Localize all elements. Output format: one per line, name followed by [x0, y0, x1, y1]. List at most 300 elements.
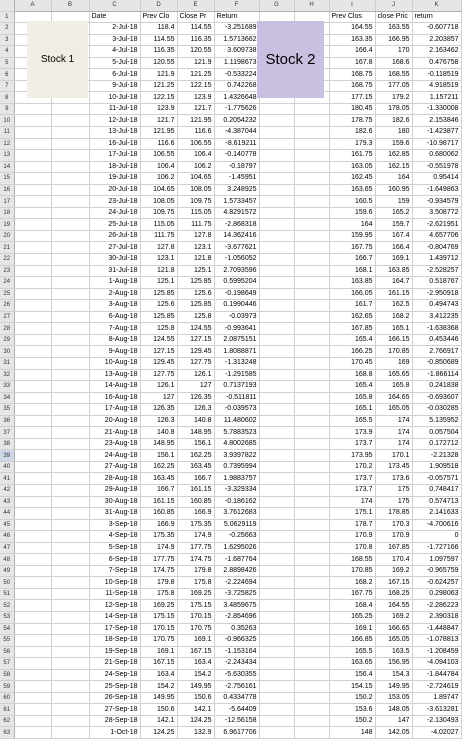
cell[interactable]: 162.25: [177, 450, 214, 462]
cell[interactable]: 0.494743: [412, 300, 461, 312]
cell[interactable]: 30-Aug-18: [89, 496, 140, 508]
row-header[interactable]: 42: [0, 484, 14, 496]
column-header-d[interactable]: D: [140, 0, 177, 11]
cell[interactable]: 169.25: [140, 600, 177, 612]
cell[interactable]: 0.742268: [214, 80, 259, 92]
cell[interactable]: 10-Jul-18: [89, 92, 140, 104]
cell[interactable]: 150.6: [177, 692, 214, 704]
cell[interactable]: [294, 577, 329, 589]
row-header[interactable]: 54: [0, 623, 14, 635]
cell[interactable]: [51, 461, 89, 473]
cell[interactable]: 175.8: [140, 588, 177, 600]
cell[interactable]: 169.1: [375, 254, 412, 266]
cell[interactable]: -0.03973: [214, 311, 259, 323]
cell[interactable]: 177.75: [177, 542, 214, 554]
cell[interactable]: [51, 646, 89, 658]
cell[interactable]: -0.934579: [412, 196, 461, 208]
cell[interactable]: -2.286223: [412, 600, 461, 612]
cell[interactable]: Prev Clo: [140, 11, 177, 23]
cell[interactable]: -0.511811: [214, 392, 259, 404]
cell[interactable]: 161.15: [177, 484, 214, 496]
cell[interactable]: [51, 611, 89, 623]
cell[interactable]: [259, 715, 294, 727]
cell[interactable]: [294, 508, 329, 520]
cell[interactable]: 161.75: [329, 150, 375, 162]
row-header[interactable]: 37: [0, 427, 14, 439]
cell[interactable]: 170.9: [329, 531, 375, 543]
cell[interactable]: -0.965759: [412, 565, 461, 577]
cell[interactable]: [14, 669, 51, 681]
cell[interactable]: -8.619211: [214, 138, 259, 150]
cell[interactable]: 114.55: [140, 34, 177, 46]
cell[interactable]: 159: [375, 196, 412, 208]
row-header[interactable]: 41: [0, 473, 14, 485]
cell[interactable]: 161.7: [329, 300, 375, 312]
cell[interactable]: -1.423877: [412, 127, 461, 139]
cell[interactable]: 166.7: [140, 484, 177, 496]
cell[interactable]: 150.2: [329, 692, 375, 704]
cell[interactable]: 0.298063: [412, 588, 461, 600]
cell[interactable]: 3-Sep-18: [89, 519, 140, 531]
cell[interactable]: [259, 196, 294, 208]
cell[interactable]: -2.854696: [214, 611, 259, 623]
cell[interactable]: 164.7: [375, 277, 412, 289]
cell[interactable]: [294, 658, 329, 670]
cell[interactable]: -1.078813: [412, 635, 461, 647]
cell[interactable]: 20-Aug-18: [89, 415, 140, 427]
cell[interactable]: 18-Jul-18: [89, 161, 140, 173]
cell[interactable]: 163.85: [375, 265, 412, 277]
cell[interactable]: 0.518767: [412, 277, 461, 289]
cell[interactable]: 23-Aug-18: [89, 438, 140, 450]
cell[interactable]: 164: [375, 173, 412, 185]
cell[interactable]: [51, 369, 89, 381]
cell[interactable]: 166.65: [375, 623, 412, 635]
cell[interactable]: 174.9: [140, 542, 177, 554]
cell[interactable]: 168.75: [329, 69, 375, 81]
cell[interactable]: -3.329334: [214, 484, 259, 496]
cell[interactable]: 127.75: [177, 357, 214, 369]
cell[interactable]: 163.35: [329, 34, 375, 46]
cell[interactable]: 121.95: [177, 115, 214, 127]
cell[interactable]: 1-Aug-18: [89, 277, 140, 289]
cell[interactable]: 168.2: [329, 577, 375, 589]
cell[interactable]: 108.05: [140, 196, 177, 208]
cell[interactable]: 170.75: [177, 623, 214, 635]
cell[interactable]: 160.95: [375, 184, 412, 196]
cell[interactable]: 121.9: [140, 69, 177, 81]
cell[interactable]: 1.439712: [412, 254, 461, 266]
cell[interactable]: 164: [329, 219, 375, 231]
cell[interactable]: [51, 658, 89, 670]
cell[interactable]: -2.756161: [214, 681, 259, 693]
row-header[interactable]: 9: [0, 103, 14, 115]
cell[interactable]: 9-Aug-18: [89, 346, 140, 358]
cell[interactable]: 168.8: [329, 369, 375, 381]
cell[interactable]: 129.45: [140, 357, 177, 369]
cell[interactable]: [51, 588, 89, 600]
cell[interactable]: 0.476758: [412, 57, 461, 69]
cell[interactable]: 126.1: [140, 381, 177, 393]
cell[interactable]: 173.45: [375, 461, 412, 473]
cell[interactable]: [294, 450, 329, 462]
cell[interactable]: [14, 323, 51, 335]
cell[interactable]: [259, 484, 294, 496]
cell[interactable]: 167.15: [140, 658, 177, 670]
cell[interactable]: 166.9: [177, 508, 214, 520]
cell[interactable]: [51, 508, 89, 520]
cell[interactable]: 0.172712: [412, 438, 461, 450]
cell[interactable]: -1.291585: [214, 369, 259, 381]
cell[interactable]: [51, 542, 89, 554]
cell[interactable]: [14, 369, 51, 381]
row-header[interactable]: 62: [0, 715, 14, 727]
cell[interactable]: 10-Sep-18: [89, 577, 140, 589]
row-header[interactable]: 14: [0, 161, 14, 173]
cell[interactable]: 166.85: [329, 635, 375, 647]
cell[interactable]: [14, 311, 51, 323]
row-header[interactable]: 30: [0, 346, 14, 358]
cell[interactable]: 132.9: [177, 727, 214, 739]
cell[interactable]: [14, 381, 51, 393]
cell[interactable]: 165.5: [329, 415, 375, 427]
cell[interactable]: 1.89747: [412, 692, 461, 704]
cell[interactable]: 1.157211: [412, 92, 461, 104]
row-header[interactable]: 10: [0, 115, 14, 127]
cell[interactable]: [259, 623, 294, 635]
cell[interactable]: 154.3: [375, 669, 412, 681]
cell[interactable]: -1.313248: [214, 357, 259, 369]
cell[interactable]: 169.1: [329, 623, 375, 635]
cell[interactable]: [14, 565, 51, 577]
cell[interactable]: 104.65: [140, 184, 177, 196]
row-header[interactable]: 22: [0, 254, 14, 266]
column-header-f[interactable]: F: [214, 0, 259, 11]
cell[interactable]: 165.1: [329, 404, 375, 416]
cell[interactable]: 116.6: [140, 138, 177, 150]
cell[interactable]: 24-Sep-18: [89, 669, 140, 681]
cell[interactable]: 180.45: [329, 103, 375, 115]
cell[interactable]: [14, 611, 51, 623]
cell[interactable]: 170: [375, 46, 412, 58]
row-header[interactable]: 20: [0, 230, 14, 242]
cell[interactable]: 163.4: [177, 658, 214, 670]
cell[interactable]: -3.677621: [214, 242, 259, 254]
cell[interactable]: 170.2: [329, 461, 375, 473]
cell[interactable]: 142.1: [140, 715, 177, 727]
cell[interactable]: 164.55: [329, 23, 375, 35]
cell[interactable]: 170.15: [140, 623, 177, 635]
cell[interactable]: close Pric: [375, 11, 412, 23]
cell[interactable]: [51, 554, 89, 566]
cell[interactable]: return: [412, 11, 461, 23]
cell[interactable]: 165.4: [329, 381, 375, 393]
cell[interactable]: 168.55: [375, 69, 412, 81]
column-header-k[interactable]: K: [412, 0, 461, 11]
cell[interactable]: 120.55: [177, 46, 214, 58]
cell[interactable]: 18-Sep-18: [89, 635, 140, 647]
row-header[interactable]: 63: [0, 727, 14, 739]
cell[interactable]: 182.6: [375, 115, 412, 127]
cell[interactable]: 116.6: [177, 127, 214, 139]
row-header[interactable]: 27: [0, 311, 14, 323]
cell[interactable]: 170.85: [329, 565, 375, 577]
cell[interactable]: 163.45: [177, 461, 214, 473]
cell[interactable]: 167.15: [177, 646, 214, 658]
cell[interactable]: 121.25: [140, 80, 177, 92]
cell[interactable]: 2.7093596: [214, 265, 259, 277]
cell[interactable]: [51, 311, 89, 323]
cell[interactable]: 20-Jul-18: [89, 184, 140, 196]
cell[interactable]: [51, 450, 89, 462]
cell[interactable]: 26-Sep-18: [89, 692, 140, 704]
cell[interactable]: 0.748417: [412, 484, 461, 496]
cell[interactable]: -0.533224: [214, 69, 259, 81]
cell[interactable]: 2.766917: [412, 346, 461, 358]
cell[interactable]: -1.844784: [412, 669, 461, 681]
row-header[interactable]: 23: [0, 265, 14, 277]
cell[interactable]: [14, 588, 51, 600]
cell[interactable]: [294, 219, 329, 231]
cell[interactable]: [51, 415, 89, 427]
cell[interactable]: 163.05: [329, 161, 375, 173]
cell[interactable]: 3.609738: [214, 46, 259, 58]
cell[interactable]: 150.2: [329, 715, 375, 727]
cell[interactable]: 168.4: [329, 600, 375, 612]
cell[interactable]: [259, 277, 294, 289]
row-header[interactable]: 59: [0, 681, 14, 693]
cell[interactable]: -0.607718: [412, 23, 461, 35]
cell[interactable]: 177.75: [140, 554, 177, 566]
cell[interactable]: 1.5713662: [214, 34, 259, 46]
cell[interactable]: -2.528257: [412, 265, 461, 277]
cell[interactable]: 160.85: [140, 508, 177, 520]
cell[interactable]: 30-Jul-18: [89, 254, 140, 266]
cell[interactable]: -4.700616: [412, 519, 461, 531]
cell[interactable]: 31-Jul-18: [89, 265, 140, 277]
cell[interactable]: 121.95: [140, 127, 177, 139]
cell[interactable]: [14, 681, 51, 693]
cell[interactable]: [51, 727, 89, 739]
cell[interactable]: 167.75: [329, 242, 375, 254]
cell[interactable]: 166.7: [329, 254, 375, 266]
cell[interactable]: -0.118519: [412, 69, 461, 81]
row-header[interactable]: 21: [0, 242, 14, 254]
cell[interactable]: 115.05: [177, 207, 214, 219]
cell[interactable]: [259, 392, 294, 404]
cell[interactable]: Return: [214, 11, 259, 23]
cell[interactable]: [294, 496, 329, 508]
cell[interactable]: -0.18797: [214, 161, 259, 173]
cell[interactable]: 165.05: [375, 404, 412, 416]
cell[interactable]: [14, 519, 51, 531]
column-header-c[interactable]: C: [89, 0, 140, 11]
cell[interactable]: 173.9: [329, 427, 375, 439]
cell[interactable]: 162.15: [375, 161, 412, 173]
cell[interactable]: 0.7395994: [214, 461, 259, 473]
row-header[interactable]: 29: [0, 334, 14, 346]
row-header[interactable]: 7: [0, 80, 14, 92]
cell[interactable]: [51, 103, 89, 115]
cell[interactable]: [51, 669, 89, 681]
cell[interactable]: 159.6: [329, 207, 375, 219]
cell[interactable]: [259, 554, 294, 566]
cell[interactable]: 168.6: [375, 57, 412, 69]
cell[interactable]: [51, 519, 89, 531]
stock1-label-box[interactable]: [27, 21, 88, 98]
cell[interactable]: 165.05: [375, 635, 412, 647]
row-header[interactable]: 60: [0, 692, 14, 704]
cell[interactable]: [51, 392, 89, 404]
cell[interactable]: 122.15: [140, 92, 177, 104]
cell[interactable]: 165.8: [329, 392, 375, 404]
cell[interactable]: -4.094103: [412, 658, 461, 670]
cell[interactable]: [259, 219, 294, 231]
cell[interactable]: [14, 242, 51, 254]
cell[interactable]: [14, 150, 51, 162]
cell[interactable]: 23-Jul-18: [89, 196, 140, 208]
cell[interactable]: [51, 381, 89, 393]
cell[interactable]: 150.6: [140, 704, 177, 716]
cell[interactable]: [259, 369, 294, 381]
cell[interactable]: 2.153846: [412, 115, 461, 127]
cell[interactable]: 19-Sep-18: [89, 646, 140, 658]
cell[interactable]: 168.25: [375, 588, 412, 600]
cell[interactable]: [294, 635, 329, 647]
cell[interactable]: 165.65: [375, 369, 412, 381]
cell[interactable]: [294, 473, 329, 485]
cell[interactable]: [294, 150, 329, 162]
cell[interactable]: [51, 565, 89, 577]
cell[interactable]: -2.724619: [412, 681, 461, 693]
cell[interactable]: 169.1: [140, 646, 177, 658]
cell[interactable]: 28-Sep-18: [89, 715, 140, 727]
cell[interactable]: -0.966325: [214, 635, 259, 647]
cell[interactable]: [14, 727, 51, 739]
row-header[interactable]: 51: [0, 588, 14, 600]
cell[interactable]: 5.0629119: [214, 519, 259, 531]
cell[interactable]: 25-Jul-18: [89, 219, 140, 231]
cell[interactable]: [294, 669, 329, 681]
cell[interactable]: [259, 635, 294, 647]
cell[interactable]: -3.613281: [412, 704, 461, 716]
cell[interactable]: [14, 577, 51, 589]
cell[interactable]: 153.05: [375, 692, 412, 704]
cell[interactable]: [14, 161, 51, 173]
cell[interactable]: [14, 635, 51, 647]
row-header[interactable]: 8: [0, 92, 14, 104]
cell[interactable]: 168.55: [329, 554, 375, 566]
cell[interactable]: [259, 300, 294, 312]
cell[interactable]: [51, 404, 89, 416]
cell[interactable]: 178.75: [329, 115, 375, 127]
cell[interactable]: 4.918519: [412, 80, 461, 92]
cell[interactable]: 14.362416: [214, 230, 259, 242]
cell[interactable]: 170.9: [375, 531, 412, 543]
cell[interactable]: 1.4326648: [214, 92, 259, 104]
cell[interactable]: 24-Jul-18: [89, 207, 140, 219]
cell[interactable]: [259, 519, 294, 531]
cell[interactable]: 156.1: [177, 438, 214, 450]
row-header[interactable]: 28: [0, 323, 14, 335]
cell[interactable]: [51, 184, 89, 196]
cell[interactable]: 167.8: [329, 57, 375, 69]
cell[interactable]: 125.1: [177, 265, 214, 277]
cell[interactable]: 12-Sep-18: [89, 600, 140, 612]
cell[interactable]: 179.8: [177, 565, 214, 577]
cell[interactable]: -2.21328: [412, 450, 461, 462]
cell[interactable]: 124.55: [177, 323, 214, 335]
cell[interactable]: 154.2: [140, 681, 177, 693]
cell[interactable]: 170.1: [375, 450, 412, 462]
cell[interactable]: [14, 704, 51, 716]
row-header[interactable]: 25: [0, 288, 14, 300]
cell[interactable]: -3.725825: [214, 588, 259, 600]
cell[interactable]: 125.8: [140, 323, 177, 335]
cell[interactable]: [14, 438, 51, 450]
cell[interactable]: 169.1: [177, 635, 214, 647]
row-header[interactable]: 12: [0, 138, 14, 150]
cell[interactable]: [259, 265, 294, 277]
cell[interactable]: 14-Sep-18: [89, 611, 140, 623]
cell[interactable]: 169.2: [375, 611, 412, 623]
cell[interactable]: 125.85: [140, 288, 177, 300]
cell[interactable]: [259, 588, 294, 600]
cell[interactable]: [14, 715, 51, 727]
cell[interactable]: 161.15: [140, 496, 177, 508]
cell[interactable]: 175.8: [177, 577, 214, 589]
cell[interactable]: 115.05: [140, 219, 177, 231]
cell[interactable]: 177.05: [375, 80, 412, 92]
cell[interactable]: Prev Clos: [329, 11, 375, 23]
cell[interactable]: [259, 404, 294, 416]
row-header[interactable]: 57: [0, 658, 14, 670]
cell[interactable]: [294, 254, 329, 266]
cell[interactable]: [51, 138, 89, 150]
cell[interactable]: [259, 577, 294, 589]
cell[interactable]: [294, 554, 329, 566]
cell[interactable]: 2.0875151: [214, 334, 259, 346]
cell[interactable]: [14, 207, 51, 219]
cell[interactable]: 121.25: [177, 69, 214, 81]
cell[interactable]: [259, 461, 294, 473]
cell[interactable]: [51, 323, 89, 335]
cell[interactable]: [259, 288, 294, 300]
cell[interactable]: 123.9: [140, 103, 177, 115]
cell[interactable]: 165.5: [329, 646, 375, 658]
cell[interactable]: [259, 242, 294, 254]
cell[interactable]: [14, 623, 51, 635]
cell[interactable]: -1.775626: [214, 103, 259, 115]
cell[interactable]: 166.25: [329, 346, 375, 358]
cell[interactable]: [14, 277, 51, 289]
cell[interactable]: 127.75: [140, 369, 177, 381]
cell[interactable]: -3.251689: [214, 23, 259, 35]
cell[interactable]: [14, 127, 51, 139]
cell[interactable]: [294, 381, 329, 393]
cell[interactable]: 153.6: [329, 704, 375, 716]
row-header[interactable]: 50: [0, 577, 14, 589]
cell[interactable]: 170.45: [329, 357, 375, 369]
cell[interactable]: 116.35: [140, 46, 177, 58]
row-header[interactable]: 33: [0, 381, 14, 393]
cell[interactable]: [294, 461, 329, 473]
cell[interactable]: 0.95414: [412, 173, 461, 185]
cell[interactable]: 5-Sep-18: [89, 542, 140, 554]
cell[interactable]: -4.02027: [412, 727, 461, 739]
cell[interactable]: -0.993641: [214, 323, 259, 335]
cell[interactable]: 149.95: [140, 692, 177, 704]
